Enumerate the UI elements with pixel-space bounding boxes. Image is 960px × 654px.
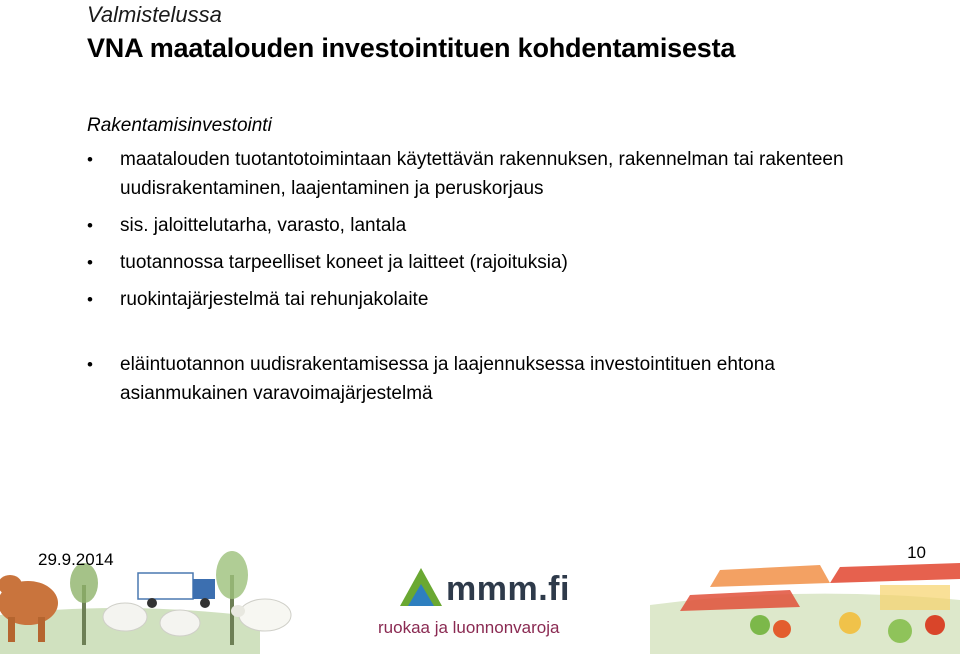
logo-text: mmm.fi bbox=[446, 570, 570, 608]
logo-tagline: ruokaa ja luonnonvaroja bbox=[378, 618, 560, 637]
page-number: 10 bbox=[907, 543, 926, 562]
bullet-item: • sis. jaloittelutarha, varasto, lantala bbox=[87, 211, 887, 240]
bullet-item: • eläintuotannon uudisrakentamisessa ja laajennuksessa investointituen ehtona asianmukainen varavoimajärjestelmä bbox=[87, 350, 887, 408]
slide-date: 29.9.2014 bbox=[38, 550, 114, 569]
logo-mark-icon bbox=[396, 566, 446, 614]
slide-title: VNA maatalouden investointituen kohdentamisesta bbox=[87, 33, 736, 63]
bullet-item: • tuotannossa tarpeelliset koneet ja laitteet (rajoituksia) bbox=[87, 248, 887, 277]
sheep-icon bbox=[103, 599, 291, 636]
bullet-list bbox=[87, 145, 887, 408]
status-label: Valmistelussa bbox=[87, 2, 222, 27]
section-label: Rakentamisinvestointi bbox=[87, 115, 272, 136]
bullet-item: • ruokintajärjestelmä tai rehunjakolaite bbox=[87, 285, 887, 314]
mmm-logo bbox=[378, 566, 586, 646]
truck-icon bbox=[138, 573, 215, 608]
bullet-item: • maatalouden tuotantotoimintaan käytettävän rakennuksen, rakennelman tai rakenteen uudisrakentaminen, laajentaminen ja peruskorjaus bbox=[87, 145, 887, 203]
